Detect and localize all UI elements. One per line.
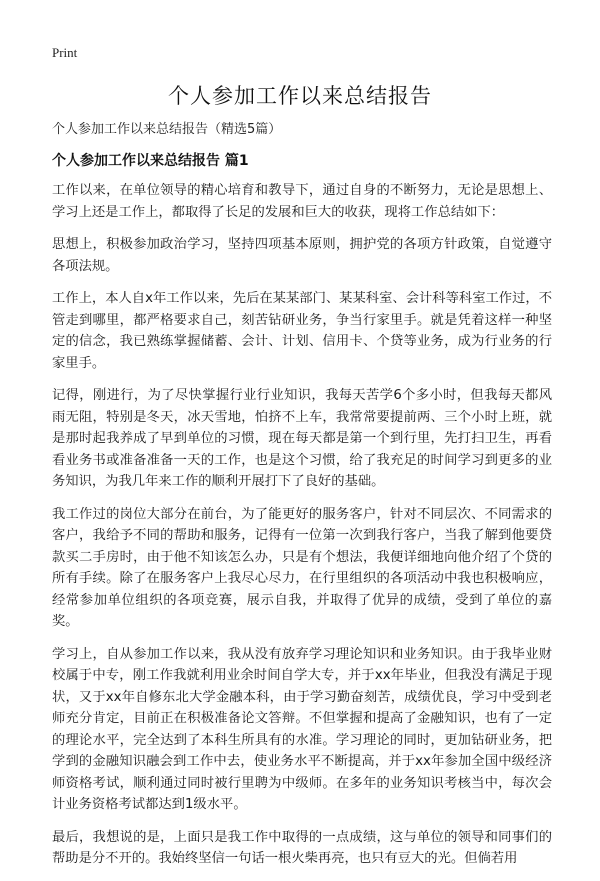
document-body bbox=[52, 180, 552, 881]
paragraph-service: 我工作过的岗位大部分在前台，为了能更好的服务客户，针对不同层次、不同需求的客户，我给予不同的帮助和服务，记得有一位第一次到我行客户，当我了解到他要贷款买二手房时，由于他不知该怎么办，只是有个想法，我便详细地向他介绍了个贷的所有手续。除了在服务客户上我尽心尽力，在行里组织的各项活动中我也积极响应，经常参加单位组织的各项竞赛，展示自我，并取得了优异的成绩，受到了单位的嘉奖。 bbox=[52, 506, 552, 629]
paragraph-memory: 记得，刚进行，为了尽快掌握行业行业知识，我每天苦学6个多小时，但我每天都风雨无阻，特别是冬天，冰天雪地，怕挤不上车，我常常要提前两、三个小时上班，就是那时起我养成了早到单位的习惯，现在每天都是第一个到行里，先打扫卫生，再看看业务书或准备准备一天的工作，也是这个习惯，给了我充足的时间学习到更多的业务知识，为我几年来工作的顺利开展打下了良好的基础。 bbox=[52, 388, 552, 489]
print-label: Print bbox=[52, 45, 78, 60]
document-title: 个人参加工作以来总结报告 bbox=[168, 84, 432, 108]
paragraph-study: 学习上，自从参加工作以来，我从没有放弃学习理论知识和业务知识。由于我毕业财校属于中专，刚工作我就利用业余时间自学大专，并于xx年毕业，但我没有满足于现状，又于xx年自修东北大学金融本科，由于学习勤奋刻苦，成绩优良，学习中受到老师充分肯定，目前正在积极准备论文答辩。不但掌握和提高了金融知识，也有了一定的理论水平，完全达到了本科生所具有的水准。学习理论的同时，更加钻研业务，把学到的金融知识融会到工作中去，使业务水平不断提高，并于xx年参加全国中级经济师资格考试，顺利通过同时被行里聘为中级师。在多年的业务知识考核当中，每次会计业务资格考试都达到1级水平。 bbox=[52, 646, 552, 812]
paragraph-work: 工作上，本人自x年工作以来，先后在某某部门、某某科室、会计科等科室工作过，不管走到哪里，都严格要求自己，刻苦钻研业务，争当行家里手。就是凭着这样一种坚定的信念，我已熟练掌握储蓄、会计、计划、信用卡、个贷等业务，成为行业务的行家里手。 bbox=[52, 291, 552, 371]
paragraph-ideology: 思想上，积极参加政治学习，坚持四项基本原则，拥护党的各项方针政策，自觉遵守各项法规。 bbox=[52, 237, 552, 274]
paragraph-closing: 最后，我想说的是，上面只是我工作中取得的一点成绩，这与单位的领导和同事们的帮助是分不开的。我始终坚信一句话一根火柴再亮，也只有豆大的光。但倘若用 bbox=[52, 829, 552, 866]
section-heading: 个人参加工作以来总结报告 篇1 bbox=[52, 153, 249, 169]
document-subtitle: 个人参加工作以来总结报告（精选5篇） bbox=[52, 122, 282, 137]
paragraph-intro: 工作以来，在单位领导的精心培育和教导下，通过自身的不断努力，无论是思想上、学习上还是工作上，都取得了长足的发展和巨大的收获，现将工作总结如下： bbox=[52, 183, 552, 220]
